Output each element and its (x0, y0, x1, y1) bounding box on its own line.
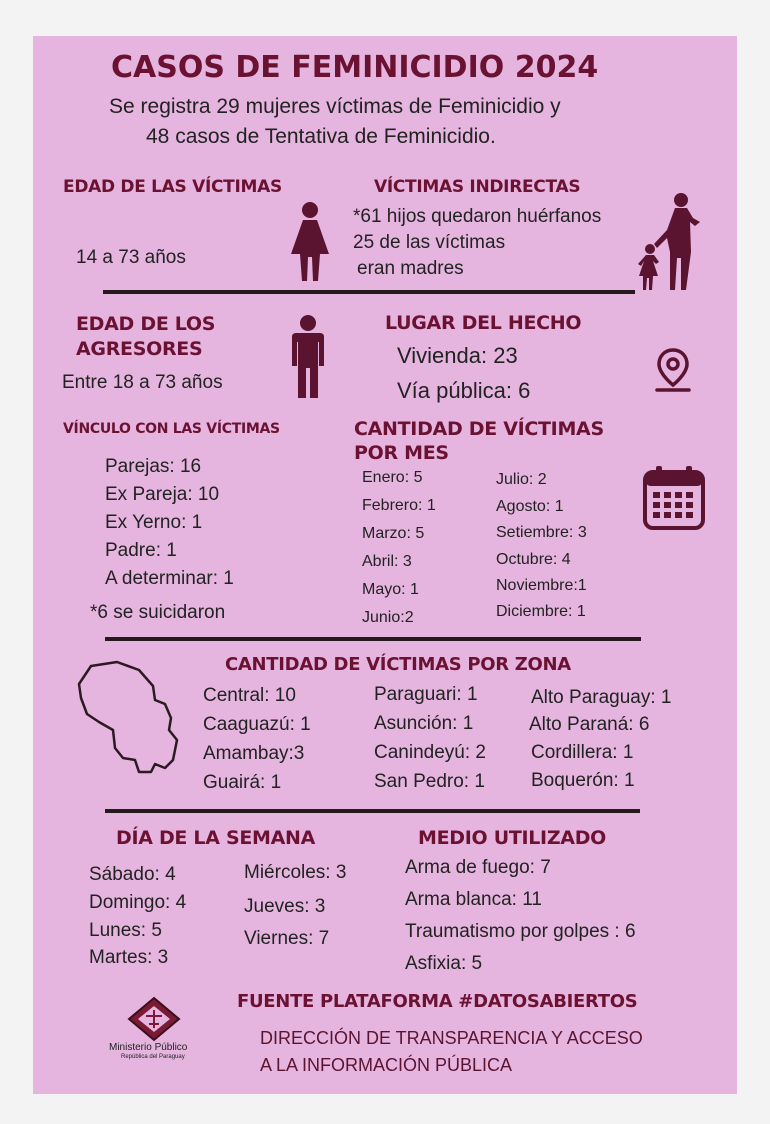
mes-item: Marzo: 5 (362, 525, 425, 542)
zona-item: Central: 10 (203, 685, 296, 706)
vinculo-item: Ex Pareja: 10 (105, 484, 220, 505)
zona-item: Cordillera: 1 (531, 742, 634, 763)
zona-item: Alto Paraguay: 1 (531, 687, 672, 708)
por-mes-heading-1: CANTIDAD DE VÍCTIMAS (354, 418, 604, 440)
vinculo-heading: VÍNCULO CON LAS VÍCTIMAS (63, 421, 280, 437)
fuente-line-1: DIRECCIÓN DE TRANSPARENCIA Y ACCESO (260, 1028, 643, 1048)
edad-victimas-heading: EDAD DE LAS VÍCTIMAS (63, 177, 282, 197)
medio-heading: MEDIO UTILIZADO (418, 827, 607, 849)
infographic-card (33, 36, 737, 1094)
divider-1 (103, 290, 635, 294)
divider-3 (105, 809, 640, 813)
zona-item: Amambay:3 (203, 743, 305, 764)
logo-sub: República del Paraguay (121, 1054, 185, 1060)
por-zona-heading: CANTIDAD DE VÍCTIMAS POR ZONA (225, 654, 571, 675)
fuente-line-2: A LA INFORMACIÓN PÚBLICA (260, 1055, 513, 1075)
vinculo-item: A determinar: 1 (105, 568, 234, 589)
dia-item: Lunes: 5 (89, 920, 162, 941)
medio-item: Traumatismo por golpes : 6 (405, 921, 636, 942)
medio-item: Asfixia: 5 (405, 953, 483, 974)
page-title: CASOS DE FEMINICIDIO 2024 (111, 50, 599, 85)
mes-item: Setiembre: 3 (496, 524, 587, 541)
lugar-via-publica: Vía pública: 6 (397, 378, 531, 403)
dia-item: Sábado: 4 (89, 864, 176, 885)
mes-item: Junio:2 (362, 609, 414, 626)
woman-icon (289, 201, 331, 283)
logo-name: Ministerio Público (109, 1042, 188, 1053)
vinculo-item: Ex Yerno: 1 (105, 512, 203, 533)
zona-item: Guairá: 1 (203, 772, 282, 793)
divider-2 (105, 637, 641, 641)
lugar-heading: LUGAR DEL HECHO (385, 312, 582, 334)
mes-item: Diciembre: 1 (496, 603, 586, 620)
subtitle-line-2: 48 casos de Tentativa de Feminicidio. (146, 125, 496, 148)
mes-item: Enero: 5 (362, 469, 423, 486)
vinculo-item: Padre: 1 (105, 540, 177, 561)
zona-item: Alto Paraná: 6 (529, 714, 650, 735)
mes-item: Agosto: 1 (496, 498, 564, 515)
mes-item: Febrero: 1 (362, 497, 436, 514)
dia-item: Martes: 3 (89, 947, 169, 968)
mes-item: Julio: 2 (496, 471, 547, 488)
dia-item: Viernes: 7 (244, 928, 330, 949)
lugar-vivienda: Vivienda: 23 (397, 343, 518, 368)
zona-item: Boquerón: 1 (531, 770, 635, 791)
medio-item: Arma blanca: 11 (405, 889, 542, 910)
ministerio-logo-icon (123, 996, 185, 1042)
mes-item: Mayo: 1 (362, 581, 419, 598)
vinculo-item: Parejas: 16 (105, 456, 202, 477)
zona-item: Caaguazú: 1 (203, 714, 311, 735)
victimas-indirectas-line-3: eran madres (357, 258, 464, 279)
edad-agresores-heading-2: AGRESORES (76, 338, 203, 360)
family-icon (637, 192, 707, 292)
mes-item: Noviembre:1 (496, 577, 587, 594)
edad-victimas-value: 14 a 73 años (76, 247, 186, 268)
dia-item: Domingo: 4 (89, 892, 187, 913)
mes-item: Octubre: 4 (496, 551, 571, 568)
man-icon (290, 314, 326, 400)
zona-item: Canindeyú: 2 (374, 742, 486, 763)
dia-item: Jueves: 3 (244, 896, 326, 917)
dia-item: Miércoles: 3 (244, 862, 347, 883)
subtitle-line-1: Se registra 29 mujeres víctimas de Feminicidio y (109, 95, 561, 118)
fuente-heading: FUENTE PLATAFORMA #DATOSABIERTOS (237, 991, 638, 1012)
calendar-icon (641, 464, 707, 532)
edad-agresores-heading-1: EDAD DE LOS (76, 313, 216, 335)
zona-item: San Pedro: 1 (374, 771, 485, 792)
paraguay-map-icon (77, 660, 181, 776)
vinculo-note: *6 se suicidaron (90, 602, 226, 623)
dia-heading: DÍA DE LA SEMANA (116, 827, 316, 849)
zona-item: Asunción: 1 (374, 713, 474, 734)
location-pin-icon (655, 347, 691, 393)
mes-item: Abril: 3 (362, 553, 412, 570)
victimas-indirectas-line-2: 25 de las víctimas (353, 232, 506, 253)
medio-item: Arma de fuego: 7 (405, 857, 551, 878)
zona-item: Paraguari: 1 (374, 684, 478, 705)
edad-agresores-value: Entre 18 a 73 años (62, 372, 223, 393)
victimas-indirectas-heading: VÍCTIMAS INDIRECTAS (374, 177, 581, 197)
victimas-indirectas-line-1: *61 hijos quedaron huérfanos (353, 206, 602, 227)
por-mes-heading-2: POR MES (354, 442, 449, 464)
